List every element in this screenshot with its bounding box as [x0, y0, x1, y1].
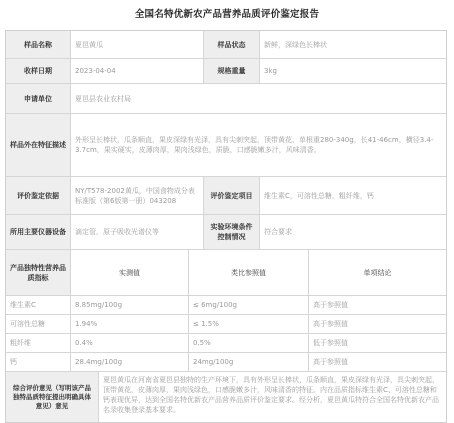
row-indicator: 维生素C: [10, 301, 36, 309]
state-value: 新鲜，深绿色长棒状: [259, 31, 446, 58]
comment-text: 夏邑黄瓜在河南省夏邑县独特的生产环境下，具有外形呈长棒状，瓜条顺直，果皮深绿有光泽，具尖刺突起，顶带黄花，皮薄肉厚，果肉浅绿色，口感脆嫩多汁，风味清香的特征。内在品质指标维生素C、可溶性总糖和钙表现优异，达到全国名特优新农产品营养品质评价鉴定要求。经分析，夏邑黄瓜特符合全国名特优新农产品名录收集登录基本要求。: [98, 372, 446, 422]
table-row: [6, 314, 446, 333]
instruments-label: 所用主要仪器设备: [6, 215, 70, 249]
row-comment: [6, 371, 446, 422]
row-applicant: [6, 83, 446, 113]
report-title: 全国名特优新农产品营养品质评价鉴定报告: [134, 9, 320, 20]
row-reference: ≤ 1.5%: [188, 315, 308, 333]
nutrition-header-row: [6, 249, 446, 295]
row-conclusion: 高于参照值: [308, 296, 446, 314]
row-basis: [6, 176, 446, 214]
row-instruments: [6, 214, 446, 249]
items-label: 评价鉴定项目: [203, 177, 259, 214]
items-value: 维生素C，可溶性总糖，粗纤维，钙: [259, 177, 446, 214]
row-measured: 0.4%: [70, 334, 188, 352]
row-reference: ≤ 6mg/100g: [188, 296, 308, 314]
report-table: [5, 30, 447, 423]
appearance-value: 外形呈长棒状，瓜条顺直，果皮深绿有光泽，具有尖刺突起，顶带黄花，单根重280-340g，长41-46cm，横径3.4-3.7cm，果实硬实，皮薄肉厚，果肉浅绿色，质脆，口感脆嫩多汁，风味清香。: [70, 114, 446, 176]
row-date: [6, 58, 446, 83]
row-indicator: 可溶性总糖: [10, 320, 45, 328]
row-measured: 8.85mg/100g: [70, 296, 188, 314]
date-value: 2023-04-04: [70, 59, 203, 83]
environment-label: 实验环境条件控制情况: [203, 215, 259, 249]
row-indicator: 粗纤维: [10, 339, 31, 347]
weight-value: 3kg: [259, 59, 446, 83]
table-row: [6, 295, 446, 314]
state-label: 样品状态: [203, 31, 259, 58]
product-name-value: 夏邑黄瓜: [70, 31, 203, 58]
environment-value: 符合要求: [259, 215, 446, 249]
row-reference: 24mg/100g: [188, 353, 308, 371]
row-indicator: 钙: [10, 358, 17, 366]
appearance-label: 样品外在特征描述: [6, 114, 70, 176]
date-label: 收样日期: [6, 59, 70, 83]
applicant-value: 夏邑县农业农村局: [70, 84, 446, 113]
row-product-name: [6, 31, 446, 58]
header-conclusion: 单项结论: [308, 250, 446, 295]
applicant-label: 申请单位: [6, 84, 70, 113]
basis-label: 评价鉴定依据: [6, 177, 70, 214]
row-measured: 1.94%: [70, 315, 188, 333]
comment-label: 综合评价意见（写明该产品独特品质特征提出明确具体意见）意见: [6, 372, 98, 422]
instruments-value: 滴定管，原子吸收光谱仪等: [70, 215, 203, 249]
row-appearance: [6, 113, 446, 176]
header-measured: 实测值: [70, 250, 188, 295]
weight-label: 规格重量: [203, 59, 259, 83]
table-row: [6, 333, 446, 352]
header-reference: 类比参照值: [188, 250, 308, 295]
row-reference: 0.5%: [188, 334, 308, 352]
row-conclusion: 高于参照值: [308, 315, 446, 333]
table-row: [6, 352, 446, 371]
basis-value: NY/T578-2002黄瓜，中国食物成分表标准版（第6版第一册）043208: [70, 177, 203, 214]
row-measured: 28.4mg/100g: [70, 353, 188, 371]
header-indicator: 产品独特性营养品质指标: [6, 250, 70, 295]
row-conclusion: 高于参照值: [308, 353, 446, 371]
product-name-label: 样品名称: [6, 31, 70, 58]
row-conclusion: 低于参照值: [308, 334, 446, 352]
